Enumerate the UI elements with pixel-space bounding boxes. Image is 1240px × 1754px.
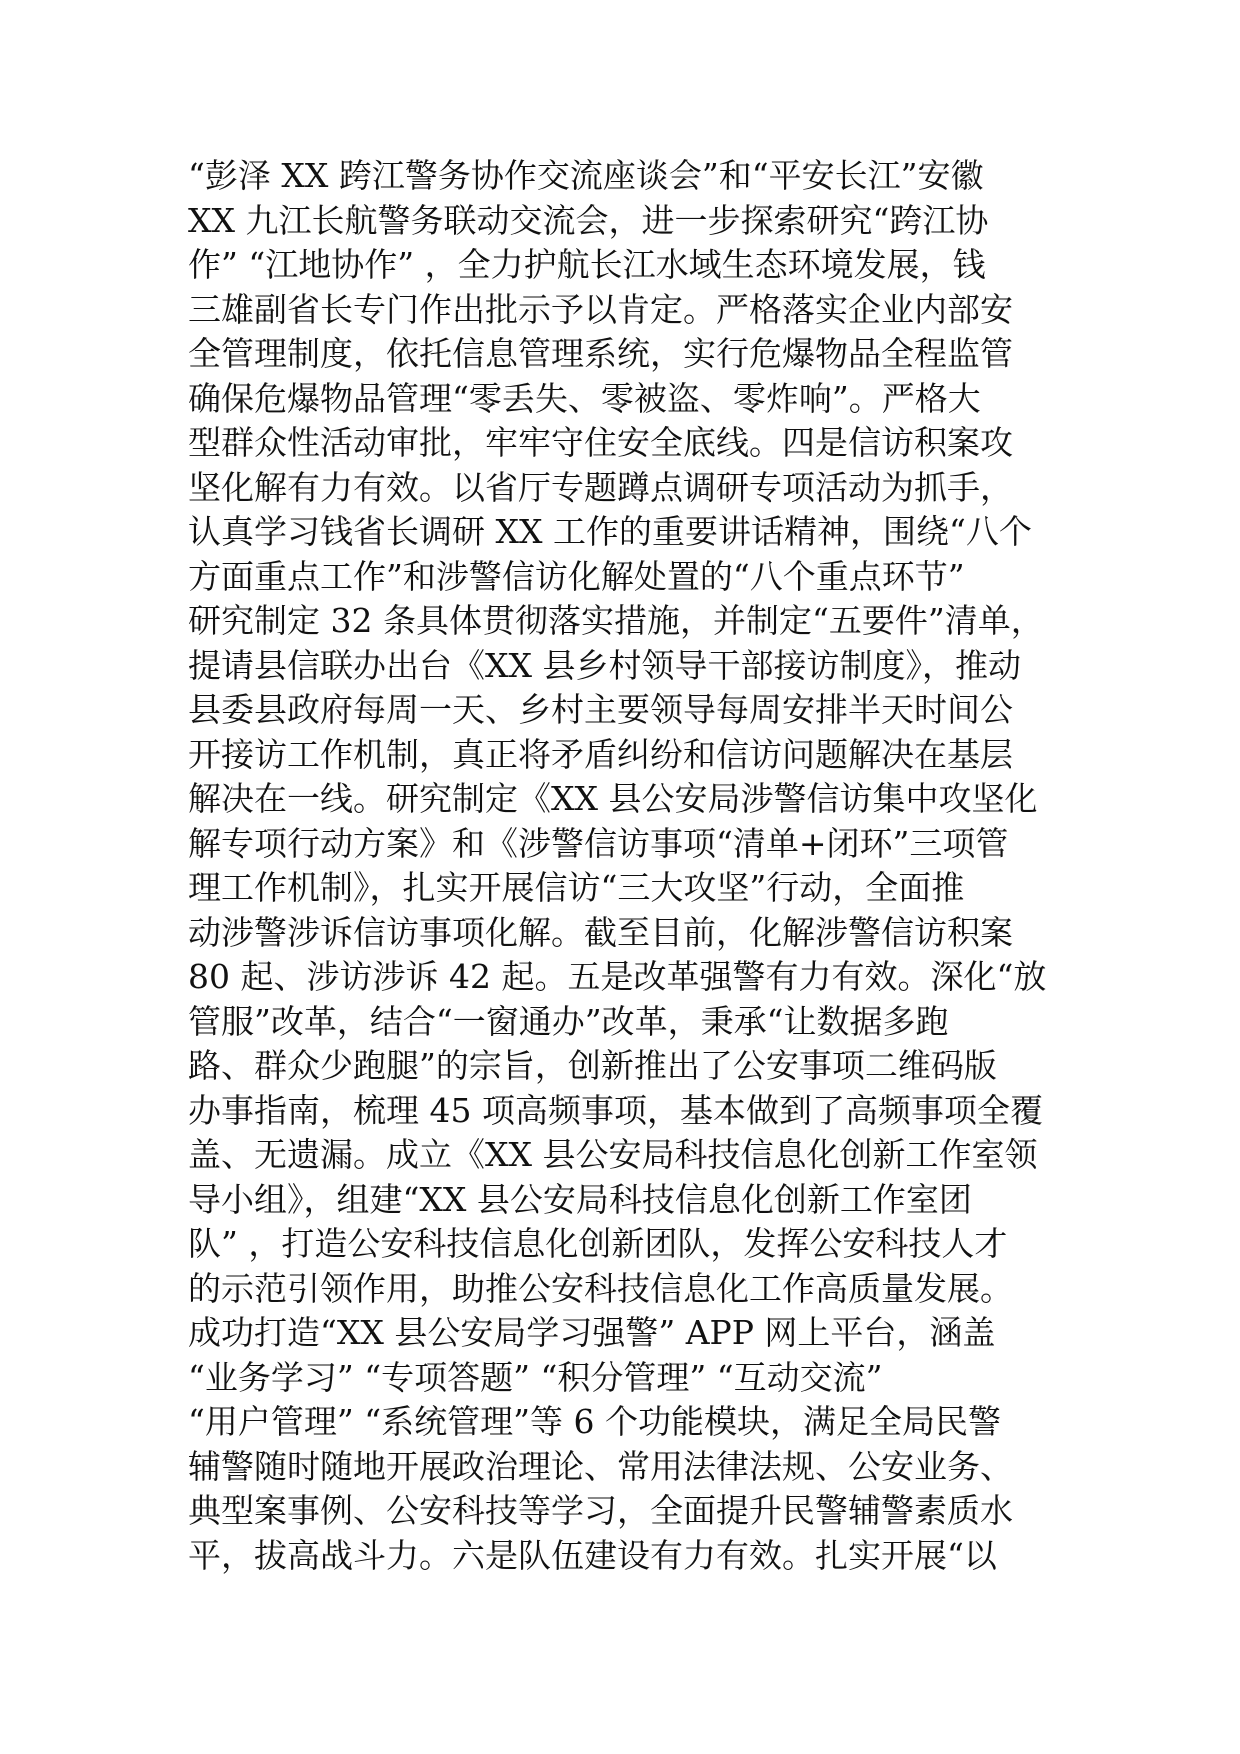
text-line: 提请县信联办出台《XX 县乡村领导干部接访制度》，推动 [188,645,1021,685]
text-line: 理工作机制》，扎实开展信访“三大攻坚”行动，全面推 [188,868,965,907]
text-line: 型群众性活动审批，牢牢守住安全底线。四是信访积案攻 [188,423,1013,462]
text-line: 辅警随时随地开展政治理论、常用法律法规、公安业务、 [188,1446,1013,1486]
text-line: “用户管理” “系统管理”等 6 个功能模块，满足全局民警 [188,1402,1001,1441]
text-line: 坚化解有力有效。以省厅专题蹲点调研专项活动为抓手， [188,467,1013,507]
text-line: 县委县政府每周一天、乡村主要领导每周安排半天时间公 [188,690,1013,729]
text-line: 的示范引领作用，助推公安科技信息化工作高质量发展。 [188,1268,1013,1308]
text-line: 成功打造“XX 县公安局学习强警” APP 网上平台，涵盖 [188,1313,996,1352]
text-line: 动涉警涉诉信访事项化解。截至目前，化解涉警信访积案 [188,912,1013,952]
text-line: 盖、无遗漏。成立《XX 县公安局科技信息化创新工作室领 [188,1135,1038,1174]
text-line: 解决在一线。研究制定《XX 县公安局涉警信访集中攻坚化 [188,779,1038,818]
text-line: 三雄副省长专门作出批示予以肯定。严格落实企业内部安 [188,289,1013,329]
text-line: 路、群众少跑腿”的宗旨，创新推出了公安事项二维码版 [188,1046,997,1085]
text-line: XX 九江长航警务联动交流会，进一步探索研究“跨江协 [188,200,989,240]
text-line: 开接访工作机制，真正将矛盾纠纷和信访问题解决在基层 [188,734,1013,774]
text-line: 80 起、涉访涉诉 42 起。五是改革强警有力有效。深化“放 [188,957,1047,996]
text-line: 典型案事例、公安科技等学习，全面提升民警辅警素质水 [188,1491,1013,1530]
text-line: 研究制定 32 条具体贯彻落实措施，并制定“五要件”清单， [188,601,1044,640]
text-line: 认真学习钱省长调研 XX 工作的重要讲话精神，围绕“八个 [188,512,1032,551]
text-line: 解专项行动方案》和《涉警信访事项“清单+闭环”三项管 [188,823,1009,863]
text-line: “业务学习” “专项答题” “积分管理” “互动交流” [188,1357,883,1397]
text-line: 作” “江地协作” ，全力护航长江水域生态环境发展，钱 [188,245,986,284]
text-line: 方面重点工作”和涉警信访化解处置的“八个重点环节” [188,556,965,596]
text-line: 全管理制度，依托信息管理系统，实行危爆物品全程监管 [188,334,1013,373]
text-line: 导小组》，组建“XX 县公安局科技信息化创新工作室团 [188,1179,972,1219]
text-line: 管服”改革，结合“一窗通办”改革，秉承“让数据多跑 [188,1001,949,1041]
text-line: 确保危爆物品管理“零丢失、零被盗、零炸响”。严格大 [188,378,981,418]
text-line: 队” ，打造公安科技信息化创新团队，发挥公安科技人才 [188,1224,1008,1263]
text-line: 办事指南，梳理 45 项高频事项，基本做到了高频事项全覆 [188,1090,1043,1130]
text-line: 平，拔高战斗力。六是队伍建设有力有效。扎实开展“以 [188,1535,997,1575]
text-line: “彭泽 XX 跨江警务协作交流座谈会”和“平安长江”安徽 [188,156,984,195]
body-text [188,154,1088,1578]
